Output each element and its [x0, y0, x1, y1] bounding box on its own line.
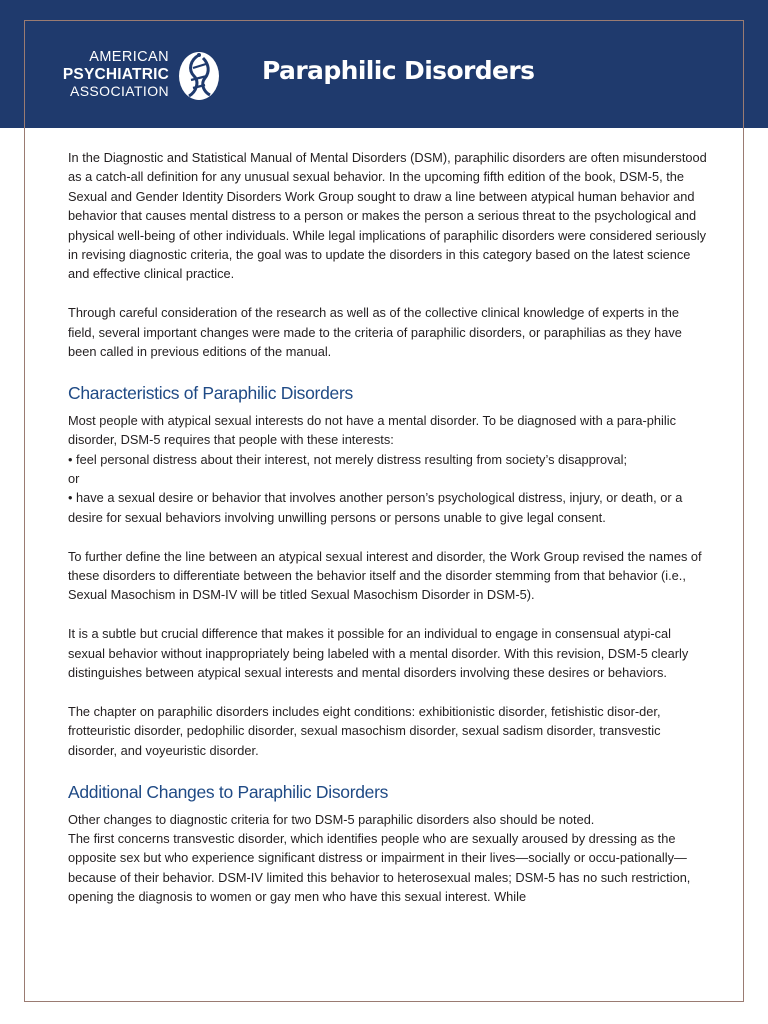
subtle-difference-paragraph: It is a subtle but crucial difference that makes it possible for an individual to engage in consensual atypi-cal sexual behavior without inappropriately being labeled with a mental disorder. With this revision, DSM-5 clearly distinguishes between atypical sexual interests and mental disorders involving these desires or behaviors. — [68, 626, 689, 681]
bullet-personal-distress: • feel personal distress about their interest, not merely distress resulting from society’s disapproval; — [68, 451, 628, 467]
article-body — [68, 148, 708, 907]
characteristics-lead: Most people with atypical sexual interests do not have a mental disorder. To be diagnosed with a para-philic disorder, DSM-5 requires that people with these interests: — [68, 412, 676, 448]
page-title: Paraphilic Disorders — [262, 56, 535, 85]
bullet-harm-to-others: • have a sexual desire or behavior that involves another person’s psychological distress, injury, or death, or a desire for sexual behaviors involving unwilling persons or persons unable to give legal consent. — [68, 490, 683, 525]
intro-paragraph-2: Through careful consideration of the research as well as of the collective clinical knowledge of experts in the field, several important changes were made to the criteria of paraphilic disorders, or paraphilias as they have been called in previous editions of the manual. — [68, 305, 682, 360]
intro-paragraph-1: In the Diagnostic and Statistical Manual of Mental Disorders (DSM), paraphilic disorders are often misunderstood as a catch-all definition for any unusual sexual behavior. In the upcoming fifth edition of the book, DSM-5, the Sexual and Gender Identity Disorders Work Group sought to draw a line between atypical human behavior and behavior that causes mental distress to a person or makes the person a serious threat to the psychological and physical well-being of other individuals. While legal implications of paraphilic disorders were considered seriously in revising diagnostic criteria, the goal was to update the disorders in this category based on the latest science and effective clinical practice. — [68, 150, 707, 282]
additional-changes-lead: Other changes to diagnostic criteria for two DSM-5 paraphilic disorders also should be noted. — [68, 811, 595, 827]
eight-conditions-paragraph: The chapter on paraphilic disorders includes eight conditions: exhibitionistic disorder, fetishistic disor-der, frotteuristic disorder, pedophilic disorder, sexual masochism disorder, sexual sadism disorder, transvestic disorder, and voyeuristic disorder. — [68, 703, 661, 758]
additional-changes-block — [68, 810, 708, 907]
characteristics-block — [68, 411, 708, 527]
transvestic-disorder-text: The first concerns transvestic disorder, which identifies people who are sexually aroused by dressing as the opposite sex but who experience significant distress or impairment in their lives—socially or occu-pationally—because of their behavior. DSM-IV limited this behavior to heterosexual males; DSM-5 has no such restriction, opening the diagnosis to women or gay men who have this sexual interest. While — [68, 830, 691, 905]
section-heading-characteristics: Characteristics of Paraphilic Disorders — [68, 382, 353, 403]
logo-line-psychiatric: PSYCHIATRIC — [62, 66, 169, 83]
logo-line-american: AMERICAN — [89, 49, 169, 65]
naming-paragraph: To further define the line between an atypical sexual interest and disorder, the Work Group revised the names of these disorders to differentiate between the behavior itself and the disorder stemming from that behavior (i.e., Sexual Masochism in DSM-IV will be titled Sexual Masochism Disorder in DSM-5). — [68, 548, 702, 603]
section-heading-additional-changes: Additional Changes to Paraphilic Disorders — [68, 781, 389, 802]
logo-line-association: ASSOCIATION — [69, 83, 169, 99]
bullet-or-connector: or — [68, 471, 80, 487]
